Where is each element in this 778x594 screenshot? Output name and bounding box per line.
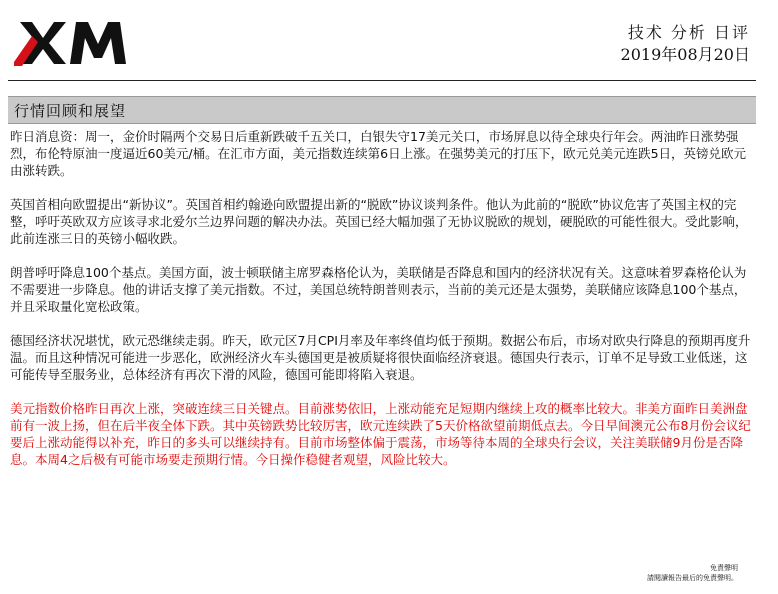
paragraph-market-review: 昨日消息资：周一，金价时隔两个交易日后重新跌破千五关口，白银失守17美元关口，市场屏息以待全球央行年会。两油昨日涨势强烈，布伦特原油一度逼近60美元/桶。在汇市方面，美元指数连续第6日上涨。在强势美元的打压下，欧元兑美元连跌5日，英镑兑欧元由涨转跌。 [10, 129, 747, 178]
paragraph-uk-brexit: 英国首相向欧盟提出“新协议”。英国首相约翰逊向欧盟提出新的“脱欧”协议谈判条件。他认为此前的“脱欧”协议危害了英国主权的完整，呼吁英欧双方应该寻求北爱尔兰边界问题的解决办法。英国已经大幅加强了无协议脱欧的规划，硬脱欧的可能性很大。受此影响，此前连涨三日的英镑小幅收跌。 [10, 197, 748, 246]
disclaimer-note [647, 563, 738, 583]
header-divider [8, 80, 756, 81]
xm-logo-mark [10, 18, 150, 66]
section-header [8, 96, 756, 124]
section-title: 行情回顾和展望 [14, 102, 127, 120]
report-date: 2019年08月20日 [620, 45, 750, 64]
report-type: 技术 分析 日评 [627, 23, 750, 42]
report-header [621, 22, 750, 66]
paragraph-us-rates: 朗普呼吁降息100个基点。美国方面，波士顿联储主席罗森格伦认为，美联储是否降息和国内的经济状况有关。这意味着罗森格伦认为不需要进一步降息。他的讲话支撑了美元指数。不过，美国总统特朗普则表示，当前的美元还是太强势，美联储应该降息100个基点，并且采取量化宽松政策。 [10, 265, 747, 314]
xm-logo [10, 18, 150, 66]
disclaimer-title: 免責聲明 [710, 564, 738, 572]
disclaimer-text: 請閱讀報告最后的免責聲明。 [647, 574, 738, 582]
report-body [10, 128, 756, 485]
paragraph-dollar-analysis: 美元指数价格昨日再次上涨，突破连续三日关键点。目前涨势依旧，上涨动能充足短期内继续上攻的概率比较大。非美方面昨日美洲盘前有一波上扬，但在后半夜全体下跌。其中英镑跌势比较厉害，欧元连续跌了5天价格欲望前期低点去。今日早间澳元公布8月份会议纪要后上涨动能得以补充，昨日的多头可以继续持有。目前市场整体偏于震荡，市场等待本周的全球央行会议，关注美联储9月份是否降息。本周4之后极有可能市场要走预期行情。今日操作稳健者观望，风险比较大。 [10, 401, 751, 467]
paragraph-german-economy: 德国经济状况堪忧，欧元恐继续走弱。昨天，欧元区7月CPI月率及年率终值均低于预期。数据公布后，市场对欧央行降息的预期再度升温。而且这种情况可能进一步恶化，欧洲经济火车头德国更是被质疑将很快面临经济衰退。德国央行表示，订单不足导致工业低迷，这可能传导至服务业，总体经济有再次下滑的风险，德国可能即将陷入衰退。 [10, 333, 751, 382]
